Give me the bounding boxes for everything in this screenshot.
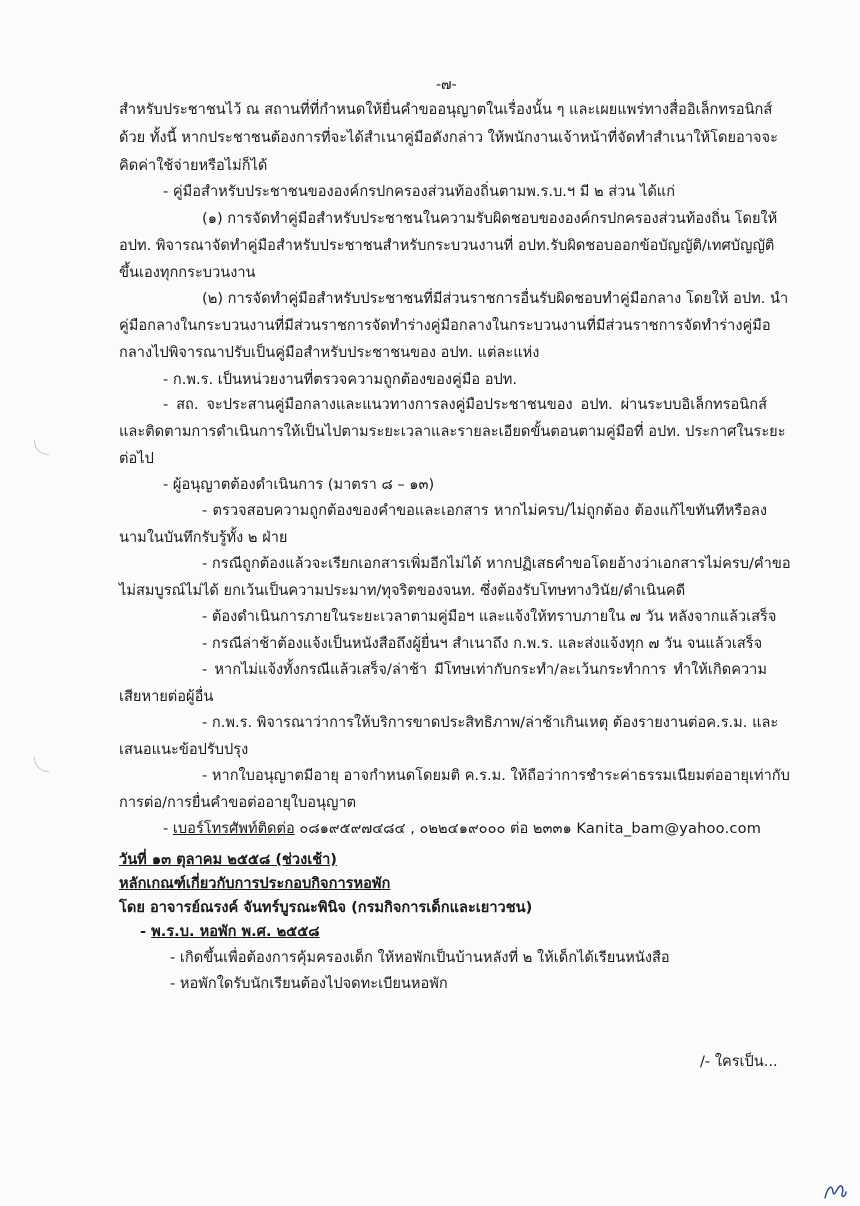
sub-bullet-item: - กรณีถูกต้องแล้วจะเรียกเอกสารเพิ่มอีกไม่ได้ หากปฏิเสธคำขอโดยอ้างว่าเอกสารไม่ครบ/คำขอ <box>202 555 791 572</box>
paragraph-line: คู่มือกลางในกระบวนงานที่มีส่วนราชการจัดทำร่างคู่มือกลางในกระบวนงานที่มีส่วนราชการจัดทำร่างคู่มือ <box>119 317 771 334</box>
paragraph-line: ต่อไป <box>119 450 154 467</box>
sub-bullet-item: - หากใบอนุญาตมีอายุ อาจกำหนดโดยมติ ค.ร.ม. ให้ถือว่าการชำระค่าธรรมเนียมต่ออายุเท่ากับ <box>202 767 790 784</box>
paragraph-line: กลางไปพิจารณาปรับเป็นคู่มือสำหรับประชาชนของ อปท. แต่ละแห่ง <box>119 344 540 361</box>
bullet-item: - สถ. จะประสานคู่มือกลางและแนวทางการลงคู่มือประชาชนของ อปท. ผ่านระบบอิเล็กทรอนิกส์ <box>163 396 767 413</box>
paragraph-line: สำหรับประชาชนไว้ ณ สถานที่ที่กำหนดให้ยื่นคำขออนุญาตในเรื่องนั้น ๆ และเผยแพร่ทางสื่ออิเล็กทรอนิกส์ <box>119 101 773 118</box>
sub-bullet-item: - หากไม่แจ้งทั้งกรณีแล้วเสร็จ/ล่าช้า มีโทษเท่ากับกระทำ/ละเว้นกระทำการ ทำให้เกิดความ <box>202 661 767 678</box>
act-prefix: - <box>140 923 147 940</box>
act-bullet: - หอพักใดรับนักเรียนต้องไปจดทะเบียนหอพัก <box>170 975 448 992</box>
contact-label: เบอร์โทรศัพท์ติดต่อ <box>172 820 295 837</box>
page-number: -๗- <box>436 77 457 93</box>
paragraph-line: และติดตามการดำเนินการให้เป็นไปตามระยะเวลาและรายละเอียดขั้นตอนตามคู่มือที่ อปท. ประกาศในระยะ <box>119 423 786 440</box>
session-date: วันที่ ๑๓ ตุลาคม ๒๕๕๘ (ช่วงเช้า) <box>119 851 337 868</box>
paragraph-line: คิดค่าใช้จ่ายหรือไม่ก็ได้ <box>119 157 268 174</box>
contact-line <box>163 819 761 839</box>
initials-signature-icon <box>822 1180 848 1202</box>
sub-bullet-item: - ตรวจสอบความถูกต้องของคำขอและเอกสาร หากไม่ครบ/ไม่ถูกต้อง ต้องแก้ไขทันทีหรือลง <box>202 502 767 519</box>
bullet-item: - ก.พ.ร. เป็นหน่วยงานที่ตรวจความถูกต้องของคู่มือ อปท. <box>163 371 518 388</box>
numbered-item: (๒) การจัดทำคู่มือสำหรับประชาชนที่มีส่วนราชการอื่นรับผิดชอบทำคู่มือกลาง โดยให้ อปท. นำ <box>202 290 789 307</box>
paragraph-line: อปท. พิจารณาจัดทำคู่มือสำหรับประชาชนสำหรับกระบวนงานที่ อปท.รับผิดชอบออกข้อบัญญัติ/เทศบัญญัติ <box>119 237 775 254</box>
act-heading <box>140 922 320 942</box>
session-speaker: โดย อาจารย์ณรงค์ จันทร์บูรณะพินิจ (กรมกิจการเด็กและเยาวชน) <box>119 899 533 916</box>
contact-email: Kanita_bam@yahoo.com <box>576 820 762 837</box>
continuation-note: /- ใครเป็น... <box>700 1053 778 1070</box>
punch-hole-mark <box>34 440 49 455</box>
contact-numbers: ๐๘๑๙๕๙๗๔๘๔ , ๐๒๒๔๑๙๐๐๐ ต่อ ๒๓๓๑ <box>299 820 572 837</box>
act-title: พ.ร.บ. หอพัก พ.ศ. ๒๕๕๘ <box>151 923 320 940</box>
paragraph-line: การต่อ/การยื่นคำขอต่ออายุใบอนุญาต <box>119 794 357 811</box>
paragraph-line: ขึ้นเองทุกกระบวนงาน <box>119 264 256 281</box>
numbered-item: (๑) การจัดทำคู่มือสำหรับประชาชนในความรับผิดชอบขององค์กรปกครองส่วนท้องถิ่น โดยให้ <box>202 210 778 227</box>
session-topic: หลักเกณฑ์เกี่ยวกับการประกอบกิจการหอพัก <box>119 875 391 892</box>
act-bullet: - เกิดขึ้นเพื่อต้องการคุ้มครองเด็ก ให้หอพักเป็นบ้านหลังที่ ๒ ให้เด็กได้เรียนหนังสือ <box>170 949 670 966</box>
paragraph-line: ไม่สมบูรณ์ไม่ได้ ยกเว้นเป็นความประมาท/ทุจริตของจนท. ซึ่งต้องรับโทษทางวินัย/ดำเนินคดี <box>119 582 686 599</box>
bullet-item: - คู่มือสำหรับประชาชนขององค์กรปกครองส่วนท้องถิ่นตามพ.ร.บ.ฯ มี ๒ ส่วน ได้แก่ <box>163 183 676 200</box>
paragraph-line: ด้วย ทั้งนี้ หากประชาชนต้องการที่จะได้สำเนาคู่มือดังกล่าว ให้พนักงานเจ้าหน้าที่จัดทำสำเนาให้โดยอาจจะ <box>119 129 778 146</box>
sub-bullet-item: - ต้องดำเนินการภายในระยะเวลาตามคู่มือฯ และแจ้งให้ทราบภายใน ๗ วัน หลังจากแล้วเสร็จ <box>202 608 777 625</box>
bullet-item: - ผู้อนุญาตต้องดำเนินการ (มาตรา ๘ – ๑๓) <box>163 476 435 493</box>
sub-bullet-item: - กรณีล่าช้าต้องแจ้งเป็นหนังสือถึงผู้ยื่นฯ สำเนาถึง ก.พ.ร. และส่งแจ้งทุก ๗ วัน จนแล้วเสร็จ <box>202 635 763 652</box>
paragraph-line: นามในบันทึกรับรู้ทั้ง ๒ ฝ่าย <box>119 529 288 546</box>
punch-hole-mark <box>34 757 49 772</box>
paragraph-line: เสนอแนะข้อปรับปรุง <box>119 741 249 758</box>
contact-dash: - <box>163 820 169 837</box>
sub-bullet-item: - ก.พ.ร. พิจารณาว่าการให้บริการขาดประสิทธิภาพ/ล่าช้าเกินเหตุ ต้องรายงานต่อค.ร.ม. และ <box>202 714 779 731</box>
paragraph-line: เสียหายต่อผู้อื่น <box>119 688 214 705</box>
